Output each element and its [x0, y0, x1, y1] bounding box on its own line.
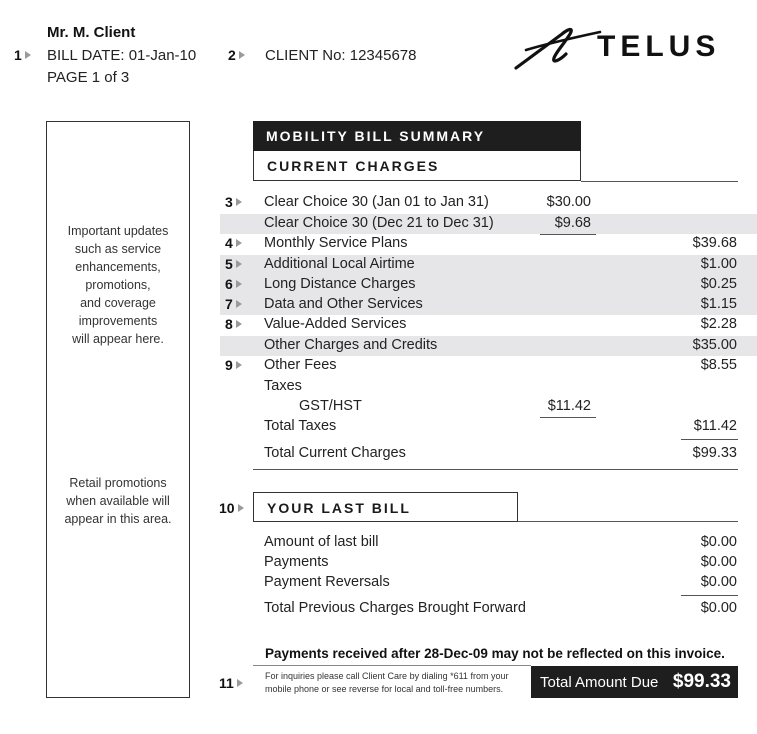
- charge-row: 5 Additional Local Airtime $1.00: [220, 255, 757, 275]
- marker-6: 6: [225, 276, 242, 292]
- last-bill-row: Amount of last bill $0.00: [264, 534, 737, 550]
- subtotal-rule: [681, 439, 738, 440]
- marker-1: 1: [14, 47, 31, 63]
- previous-total-label: Total Previous Charges Brought Forward: [264, 600, 526, 616]
- charge-row: Clear Choice 30 (Dec 21 to Dec 31) $9.68: [220, 214, 757, 234]
- charge-row: 8 Value-Added Services $2.28: [225, 316, 737, 332]
- previous-total-amount: $0.00: [700, 600, 737, 616]
- charge-row: 6 Long Distance Charges $0.25: [220, 275, 757, 295]
- marker-4: 4: [225, 235, 242, 251]
- bill-date: BILL DATE: 01-Jan-10: [47, 47, 197, 64]
- marker-3: 3: [225, 194, 242, 210]
- current-charges-heading: CURRENT CHARGES: [253, 151, 581, 181]
- summary-title: MOBILITY BILL SUMMARY: [253, 121, 581, 151]
- marker-9: 9: [225, 357, 242, 373]
- total-current-label: Total Current Charges: [264, 445, 406, 461]
- total-current-amount: $99.33: [692, 445, 737, 461]
- retail-promo-text: Retail promotions when available will appear in this area.: [64, 476, 172, 526]
- charge-row: Total Taxes $11.42: [264, 418, 737, 434]
- inquiry-text: For inquiries please call Client Care by dialing *611 from your mobile phone or see reverse for local and toll-free numbers.: [265, 671, 509, 694]
- customer-name: Mr. M. Client: [47, 24, 136, 41]
- marker-5: 5: [225, 256, 242, 272]
- marker-7: 7: [225, 296, 242, 312]
- subtotal-rule: [681, 595, 738, 596]
- payment-notice: Payments received after 28-Dec-09 may not be reflected on this invoice.: [265, 646, 725, 661]
- updates-text: Important updates such as service enhancements, promotions, and coverage improvements will appear here.: [67, 224, 169, 346]
- last-bill-heading: YOUR LAST BILL: [253, 492, 518, 522]
- previous-total-row: [220, 599, 757, 619]
- divider: [253, 665, 531, 666]
- total-due-amount: $99.33: [672, 671, 731, 692]
- total-amount-due-box: [531, 666, 738, 698]
- divider: [581, 181, 738, 182]
- logo-wordmark: TELUS: [597, 30, 721, 63]
- telus-logo: [512, 24, 737, 72]
- divider: [253, 469, 738, 470]
- last-bill-row: Payments $0.00: [264, 554, 737, 570]
- charge-row: 9 Other Fees $8.55: [225, 357, 737, 373]
- page-number: PAGE 1 of 3: [47, 69, 130, 86]
- telus-swoosh-icon: [512, 24, 602, 72]
- client-number: CLIENT No: 12345678: [265, 47, 417, 64]
- marker-10: 10: [219, 500, 244, 516]
- charge-row: 3 Clear Choice 30 (Jan 01 to Jan 31) $30.00: [225, 194, 591, 210]
- promo-sidebar: [46, 121, 190, 698]
- marker-8: 8: [225, 316, 242, 332]
- charge-row: Other Charges and Credits $35.00: [220, 336, 757, 356]
- charge-row: 7 Data and Other Services $1.15: [220, 295, 757, 315]
- last-bill-row: Payment Reversals $0.00: [264, 574, 737, 590]
- marker-11: 11: [219, 675, 243, 691]
- total-due-label: Total Amount Due: [540, 674, 659, 691]
- charge-row: GST/HST $11.42: [299, 398, 591, 414]
- total-current-row: [220, 444, 757, 464]
- divider: [518, 521, 738, 522]
- marker-2: 2: [228, 47, 245, 63]
- charge-row: 4 Monthly Service Plans $39.68: [225, 235, 737, 251]
- charge-row: Taxes: [264, 378, 302, 394]
